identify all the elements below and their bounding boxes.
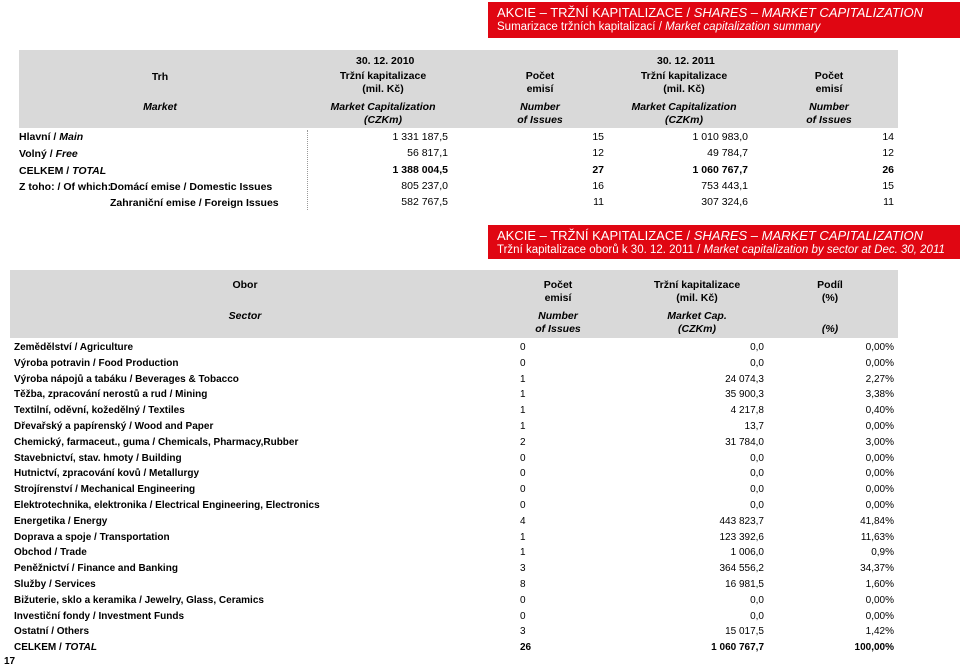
header-num-2010-cz2: emisí <box>526 83 554 95</box>
header-share-cz: Podíl <box>817 279 843 291</box>
summary-cell: 56 817,1 <box>407 147 448 159</box>
sector-num-issues: 1 <box>520 405 526 416</box>
sector-num-issues: 1 <box>520 547 526 558</box>
sector-name: Dřevařský a papírenský / Wood and Paper <box>14 421 214 432</box>
sector-market-cap: 123 392,6 <box>719 532 764 543</box>
sector-market-cap: 4 217,8 <box>730 405 764 416</box>
sector-row <box>0 625 960 640</box>
sector-num-issues: 3 <box>520 626 526 637</box>
header-cap-2011-en-unit: (CZKm) <box>665 114 703 126</box>
summary-cell: 753 443,1 <box>701 180 748 192</box>
sector-share: 0,9% <box>871 547 894 558</box>
sector-num-issues: 0 <box>520 484 526 495</box>
sector-num-issues: 4 <box>520 516 526 527</box>
sector-row <box>0 499 960 514</box>
summary-banner-title: AKCIE – TRŽNÍ KAPITALIZACE / SHARES – MARKET CAPITALIZATION <box>497 5 923 20</box>
sector-row <box>0 452 960 467</box>
sector-share: 0,00% <box>865 500 894 511</box>
summary-row-label: Hlavní / Main <box>19 131 84 143</box>
header-obor: Obor <box>232 279 258 291</box>
sector-row <box>0 341 960 356</box>
sector-share: 41,84% <box>860 516 894 527</box>
sector-row <box>0 357 960 372</box>
sector-name: Zemědělství / Agriculture <box>14 342 134 353</box>
header-num-cz2: emisí <box>544 292 572 304</box>
header-cap-en2: (CZKm) <box>678 323 716 335</box>
sector-name: Elektrotechnika, elektronika / Electrical Engineering, Electronics <box>14 500 320 511</box>
summary-table-header <box>19 50 898 128</box>
sector-banner-title: AKCIE – TRŽNÍ KAPITALIZACE / SHARES – MARKET CAPITALIZATION <box>497 228 923 243</box>
sector-share: 34,37% <box>860 563 894 574</box>
header-num-en2: of Issues <box>535 323 581 335</box>
header-cap-2010-en-unit: (CZKm) <box>364 114 402 126</box>
sector-share: 0,40% <box>865 405 894 416</box>
header-cap-2010-en: Market Capitalization <box>330 101 436 113</box>
sector-market-cap: 0,0 <box>750 468 764 479</box>
sector-name: Peněžnictví / Finance and Banking <box>14 563 178 574</box>
sector-num-issues: 1 <box>520 421 526 432</box>
sector-num-issues: 0 <box>520 500 526 511</box>
sector-name: CELKEM / TOTAL <box>14 642 97 653</box>
summary-cell: 15 <box>882 180 894 192</box>
summary-cell: 16 <box>592 180 604 192</box>
summary-cell: 1 331 187,5 <box>392 131 448 143</box>
sector-share: 0,00% <box>865 453 894 464</box>
sector-share: 0,00% <box>865 595 894 606</box>
sector-num-issues: 0 <box>520 595 526 606</box>
sector-row <box>0 594 960 609</box>
summary-cell: 27 <box>592 164 604 176</box>
summary-cell: 26 <box>882 164 894 176</box>
sector-share: 0,00% <box>865 358 894 369</box>
header-share-en: (%) <box>821 323 839 335</box>
sector-row <box>0 515 960 530</box>
summary-banner-subtitle: Sumarizace tržních kapitalizací / Market capitalization summary <box>497 21 821 33</box>
header-num-2011-en2: of Issues <box>806 114 852 126</box>
sector-name: Textilní, oděvní, kožedělný / Textiles <box>14 405 185 416</box>
sector-share: 1,42% <box>865 626 894 637</box>
sector-row <box>0 531 960 546</box>
header-num-2010-cz: Počet <box>525 70 555 82</box>
sector-row <box>0 404 960 419</box>
sector-name: Výroba nápojů a tabáku / Beverages & Tobacco <box>14 374 239 385</box>
summary-cell: 12 <box>592 147 604 159</box>
header-cap-2010-cz: Tržní kapitalizace <box>339 70 427 82</box>
sector-market-cap: 0,0 <box>750 595 764 606</box>
sector-num-issues: 1 <box>520 389 526 400</box>
summary-cell: 14 <box>882 131 894 143</box>
sector-name: Strojírenství / Mechanical Engineering <box>14 484 196 495</box>
sector-row <box>0 546 960 561</box>
sector-row <box>0 373 960 388</box>
page-number: 17 <box>4 656 16 667</box>
sector-market-cap: 24 074,3 <box>725 374 764 385</box>
column-divider <box>307 130 308 210</box>
sector-name: Výroba potravin / Food Production <box>14 358 179 369</box>
summary-cell: 805 237,0 <box>401 180 448 192</box>
date-2011: 30. 12. 2011 <box>657 55 715 67</box>
header-num-2010-en: Number <box>520 101 560 113</box>
header-cap-cz: Tržní kapitalizace <box>653 279 741 291</box>
header-trh: Trh <box>151 71 169 83</box>
summary-cell: 12 <box>882 147 894 159</box>
sector-share: 0,00% <box>865 484 894 495</box>
header-num-2011-en: Number <box>809 101 849 113</box>
summary-cell: 15 <box>592 131 604 143</box>
sector-share: 0,00% <box>865 468 894 479</box>
summary-row-label: Zahraniční emise / Foreign Issues <box>110 197 279 209</box>
sector-market-cap: 1 006,0 <box>730 547 764 558</box>
header-cap-en: Market Cap. <box>667 310 727 322</box>
sector-num-issues: 0 <box>520 453 526 464</box>
sector-name: Investiční fondy / Investment Funds <box>14 611 185 622</box>
sector-share: 3,00% <box>865 437 894 448</box>
summary-row-label: CELKEM / TOTAL <box>19 165 107 177</box>
sector-row <box>0 610 960 625</box>
sector-share: 100,00% <box>854 642 894 653</box>
sector-row <box>0 420 960 435</box>
sector-market-cap: 15 017,5 <box>725 626 764 637</box>
sector-market-cap: 13,7 <box>744 421 764 432</box>
sector-market-cap: 0,0 <box>750 358 764 369</box>
header-share-cz2: (%) <box>821 292 839 304</box>
sector-num-issues: 3 <box>520 563 526 574</box>
sector-num-issues: 0 <box>520 611 526 622</box>
sector-num-issues: 26 <box>520 642 532 653</box>
sector-total-row <box>0 641 960 656</box>
sector-market-cap: 35 900,3 <box>725 389 764 400</box>
summary-row-label: Domácí emise / Domestic Issues <box>110 181 273 193</box>
summary-cell: 1 060 767,7 <box>692 164 748 176</box>
sector-share: 3,38% <box>865 389 894 400</box>
sector-name: Obchod / Trade <box>14 547 87 558</box>
header-num-en: Number <box>538 310 578 322</box>
sector-market-cap: 0,0 <box>750 500 764 511</box>
sector-market-cap: 31 784,0 <box>725 437 764 448</box>
sector-share: 1,60% <box>865 579 894 590</box>
summary-cell: 1 388 004,5 <box>392 164 448 176</box>
sector-market-cap: 443 823,7 <box>719 516 764 527</box>
summary-cell: 307 324,6 <box>701 196 748 208</box>
sector-num-issues: 0 <box>520 342 526 353</box>
summary-cell: 1 010 983,0 <box>692 131 748 143</box>
sector-market-cap: 0,0 <box>750 453 764 464</box>
sector-name: Ostatní / Others <box>14 626 90 637</box>
header-num-2010-en2: of Issues <box>517 114 563 126</box>
sector-num-issues: 1 <box>520 374 526 385</box>
header-num-2011-cz: Počet <box>814 70 844 82</box>
sector-share: 0,00% <box>865 611 894 622</box>
sector-market-cap: 364 556,2 <box>719 563 764 574</box>
sector-name: Energetika / Energy <box>14 516 108 527</box>
summary-cell: 11 <box>593 196 604 208</box>
sector-name: Stavebnictví, stav. hmoty / Building <box>14 453 182 464</box>
sector-market-cap: 1 060 767,7 <box>711 642 764 653</box>
sector-name: Bižuterie, sklo a keramika / Jewelry, Glass, Ceramics <box>14 595 264 606</box>
sector-row <box>0 483 960 498</box>
header-num-cz: Počet <box>543 279 573 291</box>
summary-cell: 49 784,7 <box>707 147 748 159</box>
sector-market-cap: 0,0 <box>750 342 764 353</box>
sector-share: 2,27% <box>865 374 894 385</box>
header-num-2011-cz2: emisí <box>815 83 843 95</box>
sector-name: Těžba, zpracování nerostů a rud / Mining <box>14 389 208 400</box>
header-market: Market <box>143 101 177 113</box>
summary-cell: 582 767,5 <box>401 196 448 208</box>
sector-banner <box>488 225 960 259</box>
sector-row <box>0 562 960 577</box>
header-cap-2011-unit: (mil. Kč) <box>663 83 705 95</box>
summary-cell: 11 <box>883 196 894 208</box>
sector-share: 0,00% <box>865 342 894 353</box>
sector-share: 0,00% <box>865 421 894 432</box>
sector-name: Chemický, farmaceut., guma / Chemicals, Pharmacy,Rubber <box>14 437 299 448</box>
header-sector: Sector <box>228 310 262 322</box>
sector-row <box>0 467 960 482</box>
sector-num-issues: 1 <box>520 532 526 543</box>
sector-name: Doprava a spoje / Transportation <box>14 532 170 543</box>
header-cap-cz2: (mil. Kč) <box>676 292 718 304</box>
summary-row-prefix: Z toho: / Of which: <box>19 181 112 193</box>
header-cap-2011-en: Market Capitalization <box>631 101 737 113</box>
header-cap-2010-unit: (mil. Kč) <box>362 83 404 95</box>
sector-row <box>0 578 960 593</box>
sector-name: Hutnictví, zpracování kovů / Metallurgy <box>14 468 200 479</box>
date-2010: 30. 12. 2010 <box>356 55 415 67</box>
sector-market-cap: 0,0 <box>750 611 764 622</box>
sector-market-cap: 0,0 <box>750 484 764 495</box>
summary-banner <box>488 2 960 38</box>
sector-share: 11,63% <box>860 532 894 543</box>
sector-banner-subtitle: Tržní kapitalizace oborů k 30. 12. 2011 / Market capitalization by sector at Dec. 30, 2011 <box>497 244 945 256</box>
sector-table-header <box>10 270 898 338</box>
summary-row-label: Volný / Free <box>19 148 78 160</box>
header-cap-2011-cz: Tržní kapitalizace <box>640 70 728 82</box>
sector-row <box>0 436 960 451</box>
sector-num-issues: 8 <box>520 579 526 590</box>
sector-row <box>0 388 960 403</box>
sector-name: Služby / Services <box>14 579 96 590</box>
sector-num-issues: 0 <box>520 468 526 479</box>
sector-num-issues: 2 <box>520 437 526 448</box>
sector-market-cap: 16 981,5 <box>725 579 764 590</box>
sector-num-issues: 0 <box>520 358 526 369</box>
